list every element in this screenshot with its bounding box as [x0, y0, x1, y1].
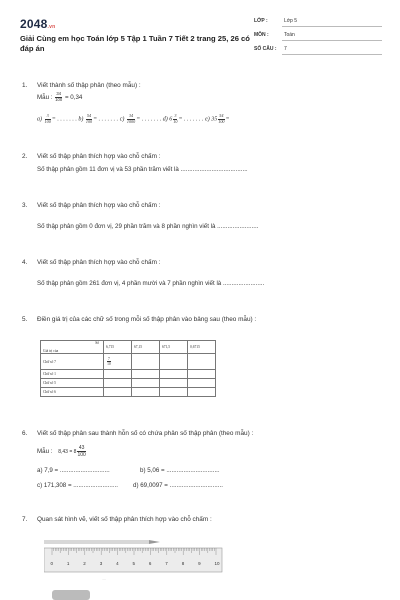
- site-logo[interactable]: [20, 17, 55, 31]
- meta-subject-key: MÔN :: [254, 32, 269, 38]
- q2-number: 2.: [22, 153, 28, 160]
- ruler-label: 0: [50, 561, 54, 566]
- q1-part-a: a): [37, 116, 42, 123]
- question-7: [22, 515, 212, 524]
- page-title: Giải Cùng em học Toán lớp 5 Tập 1 Tuần 7 Tiết 2 trang 25, 26 có đáp án: [20, 34, 250, 53]
- table-cell[interactable]: [188, 379, 216, 388]
- q7-text: Quan sát hình vẽ, viết số thập phân thích hợp vào chỗ chấm :: [37, 516, 212, 523]
- table-corner: Số Giá trị của: [41, 341, 104, 354]
- meta-count-key: SỐ CÂU :: [254, 46, 277, 52]
- q1-example-result: = 0,34: [64, 93, 83, 101]
- q6-example-lhs: 8,43 = 8: [58, 449, 77, 456]
- q1-example-frac: $\frac{34}{100}$: [55, 91, 63, 102]
- question-6: [22, 429, 254, 438]
- q6-d: d) 69,0097 = ...............................: [133, 482, 223, 489]
- ruler-label: 10: [214, 561, 220, 566]
- q3-number: 3.: [22, 202, 28, 209]
- table-row-header: Chữ số 7: [41, 354, 104, 370]
- table-col-header: 0,6715: [188, 341, 216, 354]
- table-col-header: 671,5: [160, 341, 188, 354]
- table-row-header: Chữ số 5: [41, 379, 104, 388]
- q4-number: 4.: [22, 259, 28, 266]
- table-cell[interactable]: [160, 370, 188, 379]
- ruler-label: 4: [116, 561, 119, 566]
- table-cell[interactable]: [188, 370, 216, 379]
- q1-example-label: Mẫu :: [37, 93, 53, 101]
- battery-figure: [52, 590, 112, 600]
- logo-text: 2048: [20, 17, 48, 31]
- table-cell[interactable]: [104, 379, 132, 388]
- table-col-header: 67,15: [132, 341, 160, 354]
- question-5: [22, 315, 257, 324]
- q3-line: Số thập phân gồm 0 đơn vị, 29 phần trăm và 8 phần nghìn viết là ........................: [37, 223, 259, 230]
- pencil-tip: [149, 540, 160, 544]
- q5-number: 5.: [22, 316, 28, 323]
- q6-b: b) 5,06 = ...............................: [140, 467, 220, 474]
- question-4: [22, 258, 161, 267]
- q4-line: Số thập phân gồm 261 đơn vị, 4 phần mười và 7 phần nghìn viết là ........................: [37, 280, 265, 287]
- q6-c: c) 171,308 = ..........................: [37, 482, 118, 489]
- ruler-caption: .....: [102, 577, 107, 581]
- q6-a: a) 7,9 = .............................: [37, 467, 110, 474]
- table-row-header: Chữ số 6: [41, 388, 104, 397]
- meta-class-key: LỚP :: [254, 18, 268, 24]
- ruler-label: 3: [99, 561, 103, 566]
- q1-text: Viết thành số thập phân (theo mẫu) :: [37, 82, 141, 89]
- q1-part-b: b): [78, 116, 84, 123]
- q7-number: 7.: [22, 516, 28, 523]
- table-cell[interactable]: [188, 354, 216, 370]
- table-cell[interactable]: [132, 388, 160, 397]
- pencil-body: [44, 540, 149, 544]
- table-cell[interactable]: [132, 354, 160, 370]
- table-cell[interactable]: [104, 388, 132, 397]
- meta-subject: [254, 32, 295, 38]
- q1-example: [37, 92, 82, 103]
- q6-text: Viết số thập phân sau thành hỗn số có chứa phân số thập phân (theo mẫu) :: [37, 430, 254, 437]
- ruler-figure: [44, 538, 224, 588]
- ruler-label: 1: [66, 561, 70, 566]
- table-row-header: Chữ số 1: [41, 370, 104, 379]
- q1-number: 1.: [22, 82, 28, 89]
- meta-count: [254, 46, 287, 52]
- q6-example-label: Mẫu :: [37, 448, 53, 456]
- q1-part-c: c): [119, 116, 125, 123]
- q2-text: Viết số thập phân thích hợp vào chỗ chấm :: [37, 153, 161, 160]
- q1-part-e: e): [205, 116, 210, 123]
- meta-subject-value: Toán: [284, 32, 295, 38]
- table-cell[interactable]: [160, 354, 188, 370]
- question-2: [22, 152, 161, 161]
- table-cell[interactable]: [104, 370, 132, 379]
- q1-parts: a) $\frac{3}{100}$ = . . . . . . . b) $\frac{54}{100}$ = . . . . . . . c) $\frac{34}{1000}$ = . . . . . . . d) 6 $\frac{3}{10}$ = . . . . . . . e) 35 $\frac{54}{100}$ =: [37, 113, 230, 124]
- table-cell[interactable]: [160, 379, 188, 388]
- q5-table: [40, 340, 216, 397]
- ruler-label: 8: [181, 561, 185, 566]
- table-cell[interactable]: [188, 388, 216, 397]
- meta-class: [254, 18, 297, 24]
- logo-suffix: .vn: [47, 24, 56, 30]
- table-cell[interactable]: [132, 370, 160, 379]
- ruler-label: 5: [132, 561, 136, 566]
- q5-text: Điền giá trị của các chữ số trong mỗi số thập phân vào bảng sau (theo mẫu) :: [37, 316, 257, 323]
- q1-part-d: d): [162, 116, 168, 123]
- ruler-label: 2: [83, 561, 86, 566]
- ruler-body: [44, 548, 222, 572]
- ruler-label: 7: [165, 561, 168, 566]
- table-col-header: 6,715: [104, 341, 132, 354]
- question-3: [22, 201, 161, 210]
- q2-line: Số thập phân gồm 11 đơn vị và 53 phần trăm viết là .......................................: [37, 166, 248, 173]
- q6-number: 6.: [22, 430, 28, 437]
- meta-class-value: Lớp 5: [284, 18, 298, 24]
- ruler-label: 6: [148, 561, 152, 566]
- q4-text: Viết số thập phân thích hợp vào chỗ chấm :: [37, 259, 161, 266]
- table-cell[interactable]: [160, 388, 188, 397]
- table-cell[interactable]: [132, 379, 160, 388]
- question-1: [22, 81, 141, 90]
- meta-count-value: 7: [284, 46, 287, 52]
- q3-text: Viết số thập phân thích hợp vào chỗ chấm :: [37, 202, 161, 209]
- q6-example: Mẫu : 8,43 = 8 $\frac{43}{100}$: [37, 445, 86, 458]
- ruler-label: 9: [198, 561, 201, 566]
- table-cell-sample: $\frac{7}{10}$: [104, 354, 132, 370]
